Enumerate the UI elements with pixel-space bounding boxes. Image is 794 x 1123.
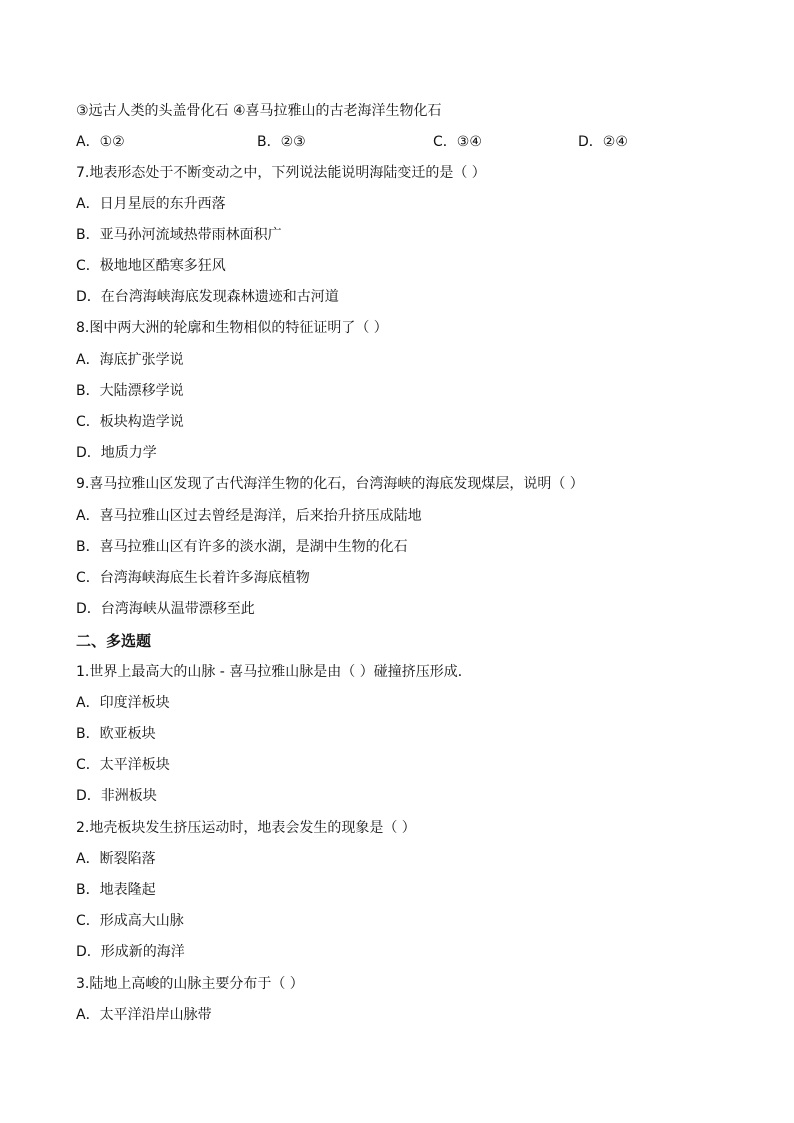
q7-option-c: C．极地地区酷寒多狂风 [76, 258, 226, 274]
multi-question-2: 2.地壳板块发生挤压运动时，地表会发生的现象是（ ） [76, 820, 416, 836]
question-8: 8.图中两大洲的轮廓和生物相似的特征证明了（ ） [76, 320, 388, 336]
q8-option-c: C．板块构造学说 [76, 414, 184, 430]
q6-option-c: C．③④ [433, 134, 482, 150]
q8-option-b: B．大陆漂移学说 [76, 383, 184, 399]
m1-option-a: A．印度洋板块 [76, 695, 170, 711]
m2-option-a: A．断裂陷落 [76, 851, 156, 867]
m1-option-b: B．欧亚板块 [76, 726, 156, 742]
q7-option-b: B．亚马孙河流域热带雨林面积广 [76, 227, 282, 243]
q6-options [76, 132, 716, 152]
m3-option-a: A．太平洋沿岸山脉带 [76, 1007, 212, 1023]
q6-statement-continued: ③远古人类的头盖骨化石 ④喜马拉雅山的古老海洋生物化石 [76, 103, 442, 119]
m2-option-d: D．形成新的海洋 [76, 944, 185, 960]
section-heading-multiple-choice: 二、多选题 [76, 632, 152, 650]
m2-option-c: C．形成高大山脉 [76, 913, 184, 929]
q7-option-d: D．在台湾海峡海底发现森林遗迹和古河道 [76, 289, 339, 305]
q9-option-d: D．台湾海峡从温带漂移至此 [76, 601, 255, 617]
multi-question-3: 3.陆地上高峻的山脉主要分布于（ ） [76, 976, 304, 992]
multi-question-1: 1.世界上最高大的山脉 - 喜马拉雅山脉是由（ ）碰撞挤压形成． [76, 664, 472, 680]
q8-option-d: D．地质力学 [76, 445, 157, 461]
q6-option-d: D．②④ [578, 134, 628, 150]
q6-option-b: B．②③ [257, 134, 306, 150]
q9-option-a: A．喜马拉雅山区过去曾经是海洋，后来抬升挤压成陆地 [76, 508, 422, 524]
m1-option-d: D．非洲板块 [76, 788, 157, 804]
m1-option-c: C．太平洋板块 [76, 757, 170, 773]
question-7: 7.地表形态处于不断变动之中，下列说法能说明海陆变迁的是（ ） [76, 165, 486, 181]
q6-option-a: A．①② [76, 134, 125, 150]
q8-option-a: A．海底扩张学说 [76, 352, 184, 368]
m2-option-b: B．地表隆起 [76, 882, 156, 898]
q7-option-a: A．日月星辰的东升西落 [76, 196, 226, 212]
q9-option-b: B．喜马拉雅山区有许多的淡水湖，是湖中生物的化石 [76, 539, 408, 555]
q9-option-c: C．台湾海峡海底生长着许多海底植物 [76, 570, 310, 586]
question-9: 9.喜马拉雅山区发现了古代海洋生物的化石，台湾海峡的海底发现煤层，说明（ ） [76, 476, 584, 492]
